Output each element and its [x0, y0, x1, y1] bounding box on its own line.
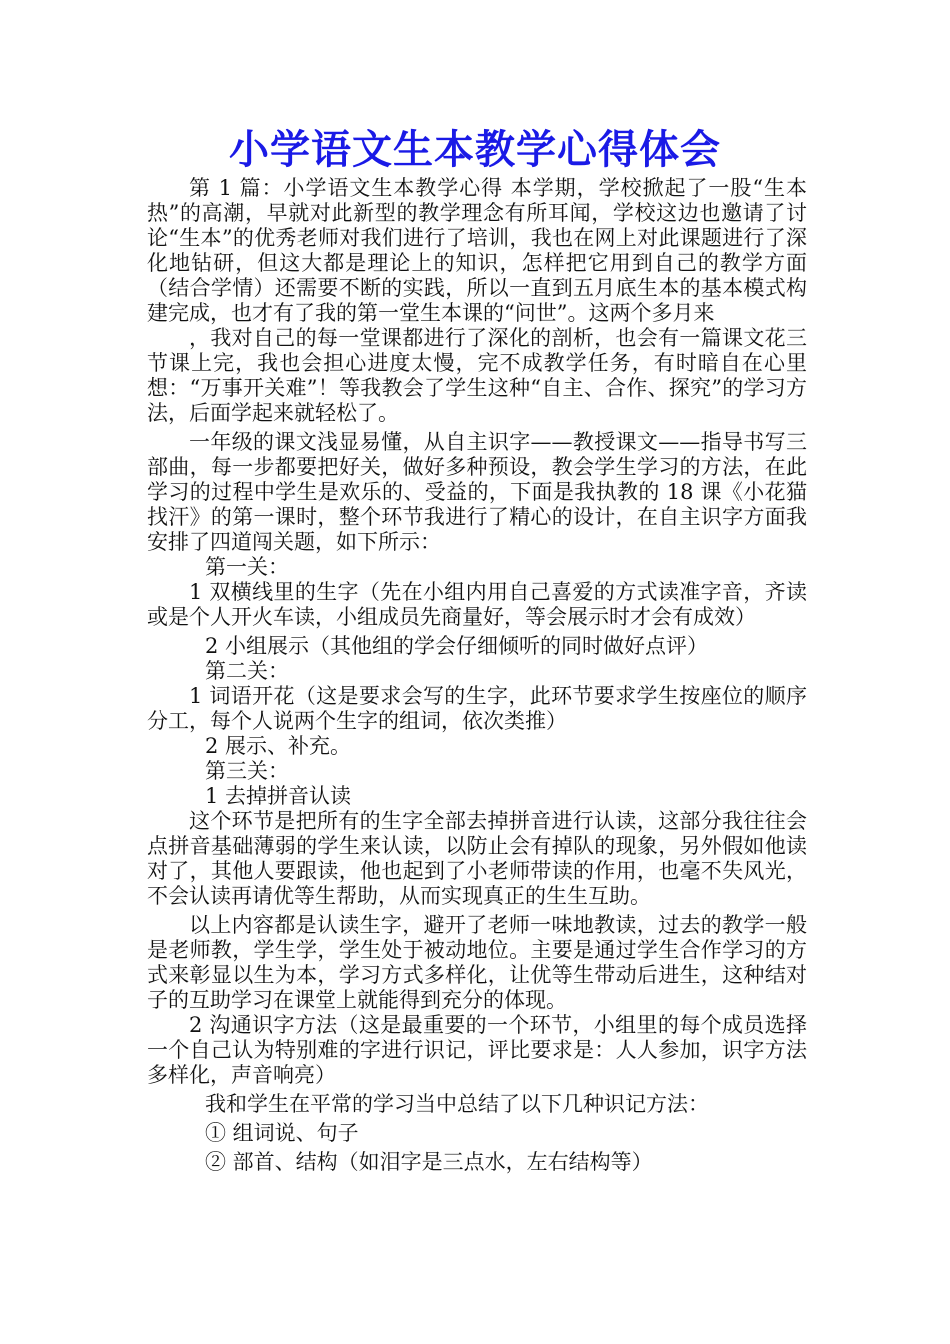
paragraph-literacy-methods: 2 沟通识字方法（这是最重要的一个环节，小组里的每个成员选择一个自己认为特别难的字进行识记，评比要求是：人人参加，识字方法多样化，声音响亮）	[147, 1013, 807, 1087]
document-title: 小学语文生本教学心得体会	[229, 126, 721, 173]
method-item-two: ② 部首、结构（如泪字是三点水，左右结构等）	[205, 1150, 653, 1174]
level-one-step-one: 1 双横线里的生字（先在小组内用自己喜爱的方式读准字音，齐读或是个人开火车读，小组成员先商量好，等会展示时才会有成效）	[147, 580, 807, 629]
paragraph-remove-pinyin: 这个环节是把所有的生字全部去掉拼音进行认读，这部分我往往会点拼音基础薄弱的学生来认读，以防止会有掉队的现象，另外假如他读对了，其他人要跟读，他也起到了小老师带读的作用，也毫不失风光，不会认读再请优等生帮助，从而实现真正的生生互助。	[147, 809, 807, 908]
level-two-step-one: 1 词语开花（这是要求会写的生字，此环节要求学生按座位的顺序分工，每个人说两个生字的组词，依次类推）	[147, 684, 807, 733]
level-two-heading: 第二关：	[205, 659, 289, 683]
level-one-heading: 第一关：	[205, 555, 289, 579]
level-three-step-one: 1 去掉拼音认读	[205, 784, 352, 808]
paragraph-summary: 以上内容都是认读生字，避开了老师一味地教读，过去的教学一般是老师教，学生学，学生处于被动地位。主要是通过学生合作学习的方式来彰显以生为本，学习方式多样化，让优等生带动后进生，这种结对子的互助学习在课堂上就能得到充分的体现。	[147, 913, 807, 1012]
paragraph-lesson-design: 一年级的课文浅显易懂，从自主识字——教授课文——指导书写三部曲，每一步都要把好关，做好多种预设，教会学生学习的方法，在此学习的过程中学生是欢乐的、受益的，下面是我执教的 18 课《小花猫找汗》的第一课时，整个环节我进行了精心的设计，在自主识字方面我安排了四道闯关题，如下所示：	[147, 430, 807, 554]
paragraph-intro: 第 1 篇：小学语文生本教学心得 本学期，学校掀起了一股“生本热”的高潮，早就对此新型的教学理念有所耳闻，学校这边也邀请了讨论“生本”的优秀老师对我们进行了培训，我也在网上对此课题进行了深化地钻研，但这大都是理论上的知识，怎样把它用到自己的教学方面（结合学情）还需要不断的实践，所以一直到五月底生本的基本模式构建完成，也才有了我的第一堂生本课的“问世”。这两个多月来	[147, 176, 807, 325]
level-two-step-two: 2 展示、补充。	[205, 734, 352, 758]
method-item-one: ① 组词说、句子	[205, 1121, 359, 1145]
level-one-step-two: 2 小组展示（其他组的学会仔细倾听的同时做好点评）	[205, 634, 709, 658]
paragraph-methods-intro: 我和学生在平常的学习当中总结了以下几种识记方法：	[205, 1092, 709, 1116]
paragraph-reflection: ，我对自己的每一堂课都进行了深化的剖析，也会有一篇课文花三节课上完，我也会担心进度太慢，完不成教学任务，有时暗自在心里想：“万事开关难”！等我教会了学生这种“自主、合作、探究”的学习方法，后面学起来就轻松了。	[147, 326, 807, 425]
level-three-heading: 第三关：	[205, 759, 289, 783]
document-body	[147, 176, 807, 1175]
